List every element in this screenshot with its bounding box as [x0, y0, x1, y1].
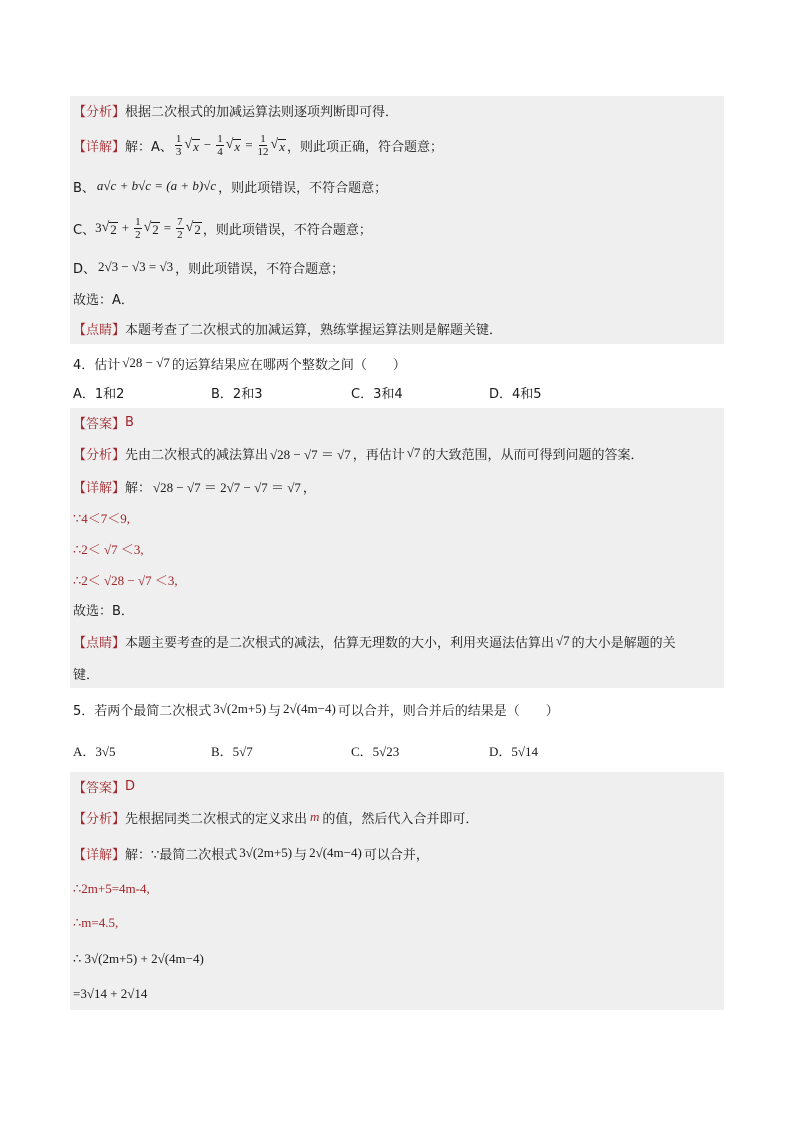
fraction: $\frac{7}{2}$: [177, 215, 183, 241]
line-a-text: ，则此项正确，符合题意；: [287, 139, 444, 155]
radical: √ 2: [185, 219, 201, 237]
fraction: $\frac{1}{3}$: [175, 132, 182, 158]
step-row: ∴m=4.5,: [70, 906, 724, 940]
option-a: A．3√5: [73, 743, 116, 759]
step-row: ∴ 3√(2m+5) + 2√(4m−4): [70, 940, 724, 978]
detail-row-c: C、 3 √ 2 + $\frac{1}{2}$ √ 2 = $\frac{7}{2}$ √ 2 ，则此项错误，不符合题意；: [70, 206, 724, 250]
question-5-options: [70, 734, 724, 766]
comment-row: 【点睛】 本题主要考查的是二次根式的减法，估算无理数的大小，利用夹逼法估算出 √7 的大小是解题的关: [70, 624, 724, 658]
step-row: ∴2m+5=4m-4,: [70, 872, 724, 906]
analysis-row: 【分析】 先由二次根式的减法算出 √28 − √7 ＝ √7 ，再估计 √7 的大致范围，从而可得到问题的答案．: [70, 436, 724, 470]
fraction: $\frac{1}{2}$: [135, 215, 141, 241]
analysis-row: [70, 96, 724, 124]
step-row: ∴2＜ √28 − √7 ＜3,: [70, 564, 724, 594]
option-b: B．5√7: [211, 743, 253, 759]
analysis-row: 【分析】 先根据同类二次根式的定义求出 m 的值，然后代入合并即可．: [70, 800, 724, 834]
choose-row: 故选：A．: [70, 284, 724, 312]
option-d: D．5√14: [489, 743, 539, 759]
radical: √ 2: [143, 219, 159, 237]
option-c: C．3和4: [351, 386, 403, 402]
answer-row: 【答案】 D: [70, 772, 724, 800]
step-row: =3√14 + 2√14: [70, 978, 724, 1010]
step-row: ∵4＜7＜9,: [70, 502, 724, 532]
detail-row: 【详解】 解：∵最简二次根式 3√(2m+5) 与 2√(4m−4) 可以合并，: [70, 834, 724, 872]
option-a: A．1和2: [73, 386, 125, 402]
detail-row-b: B、 a√c + b√c = (a + b)√c ，则此项错误，不符合题意；: [70, 166, 724, 206]
detail-row-a: 【详解】 解：A、 $\frac{1}{3}$ √ x − $\frac{1}{4}$ √ x = $\frac{1}{12}$ √ x ，则此项正确，符合题意；: [70, 124, 724, 166]
fraction: $\frac{1}{4}$: [217, 132, 223, 158]
fraction: $\frac{1}{12}$: [257, 132, 269, 158]
math-expression: a√c + b√c = (a + b)√c: [96, 178, 217, 193]
comment-row-cont: 键．: [70, 658, 724, 688]
choose-row: 故选：B．: [70, 594, 724, 624]
answer-value: D: [125, 778, 136, 794]
detail-prefix: 解：A、: [125, 139, 173, 155]
option-c: C．5√23: [351, 743, 400, 759]
answer-row: 【答案】 B: [70, 408, 724, 436]
question-4-options: [70, 378, 724, 406]
answer-value: B: [125, 414, 134, 430]
radical: √ x: [270, 136, 286, 154]
step-row: ∴2＜ √7 ＜3,: [70, 532, 724, 564]
option-d: D．4和5: [489, 386, 542, 402]
radical: √ x: [225, 136, 241, 154]
option-b: B．2和3: [211, 386, 263, 402]
question-4-stem: 4．估计 √28 − √7 的运算结果应在哪两个整数之间（ ）: [73, 355, 406, 373]
detail-row-d: D、 2√3 − √3 = √3 ，则此项错误，不符合题意；: [70, 250, 724, 284]
detail-row: 【详解】 解： √28 − √7 ＝ 2√7 − √7 ＝ √7 ，: [70, 470, 724, 502]
comment-row: 【点睛】 本题考查了二次根式的加减运算，熟练掌握运算法则是解题关键．: [70, 312, 724, 344]
radical: √ 2: [101, 219, 117, 237]
radical: √ x: [184, 136, 199, 154]
detail-tag: 【详解】: [73, 139, 126, 155]
analysis-tag: 【分析】: [73, 104, 126, 120]
analysis-text: 根据二次根式的加减运算法则逐项判断即可得．: [125, 104, 399, 120]
question-5-stem: 5．若两个最简二次根式 3√(2m+5) 与 2√(4m−4) 可以合并，则合并后的结果是（ ）: [73, 701, 559, 719]
math-expression: √28 − √7: [122, 355, 170, 370]
math-expression: 2√3 − √3 = √3: [98, 259, 174, 274]
